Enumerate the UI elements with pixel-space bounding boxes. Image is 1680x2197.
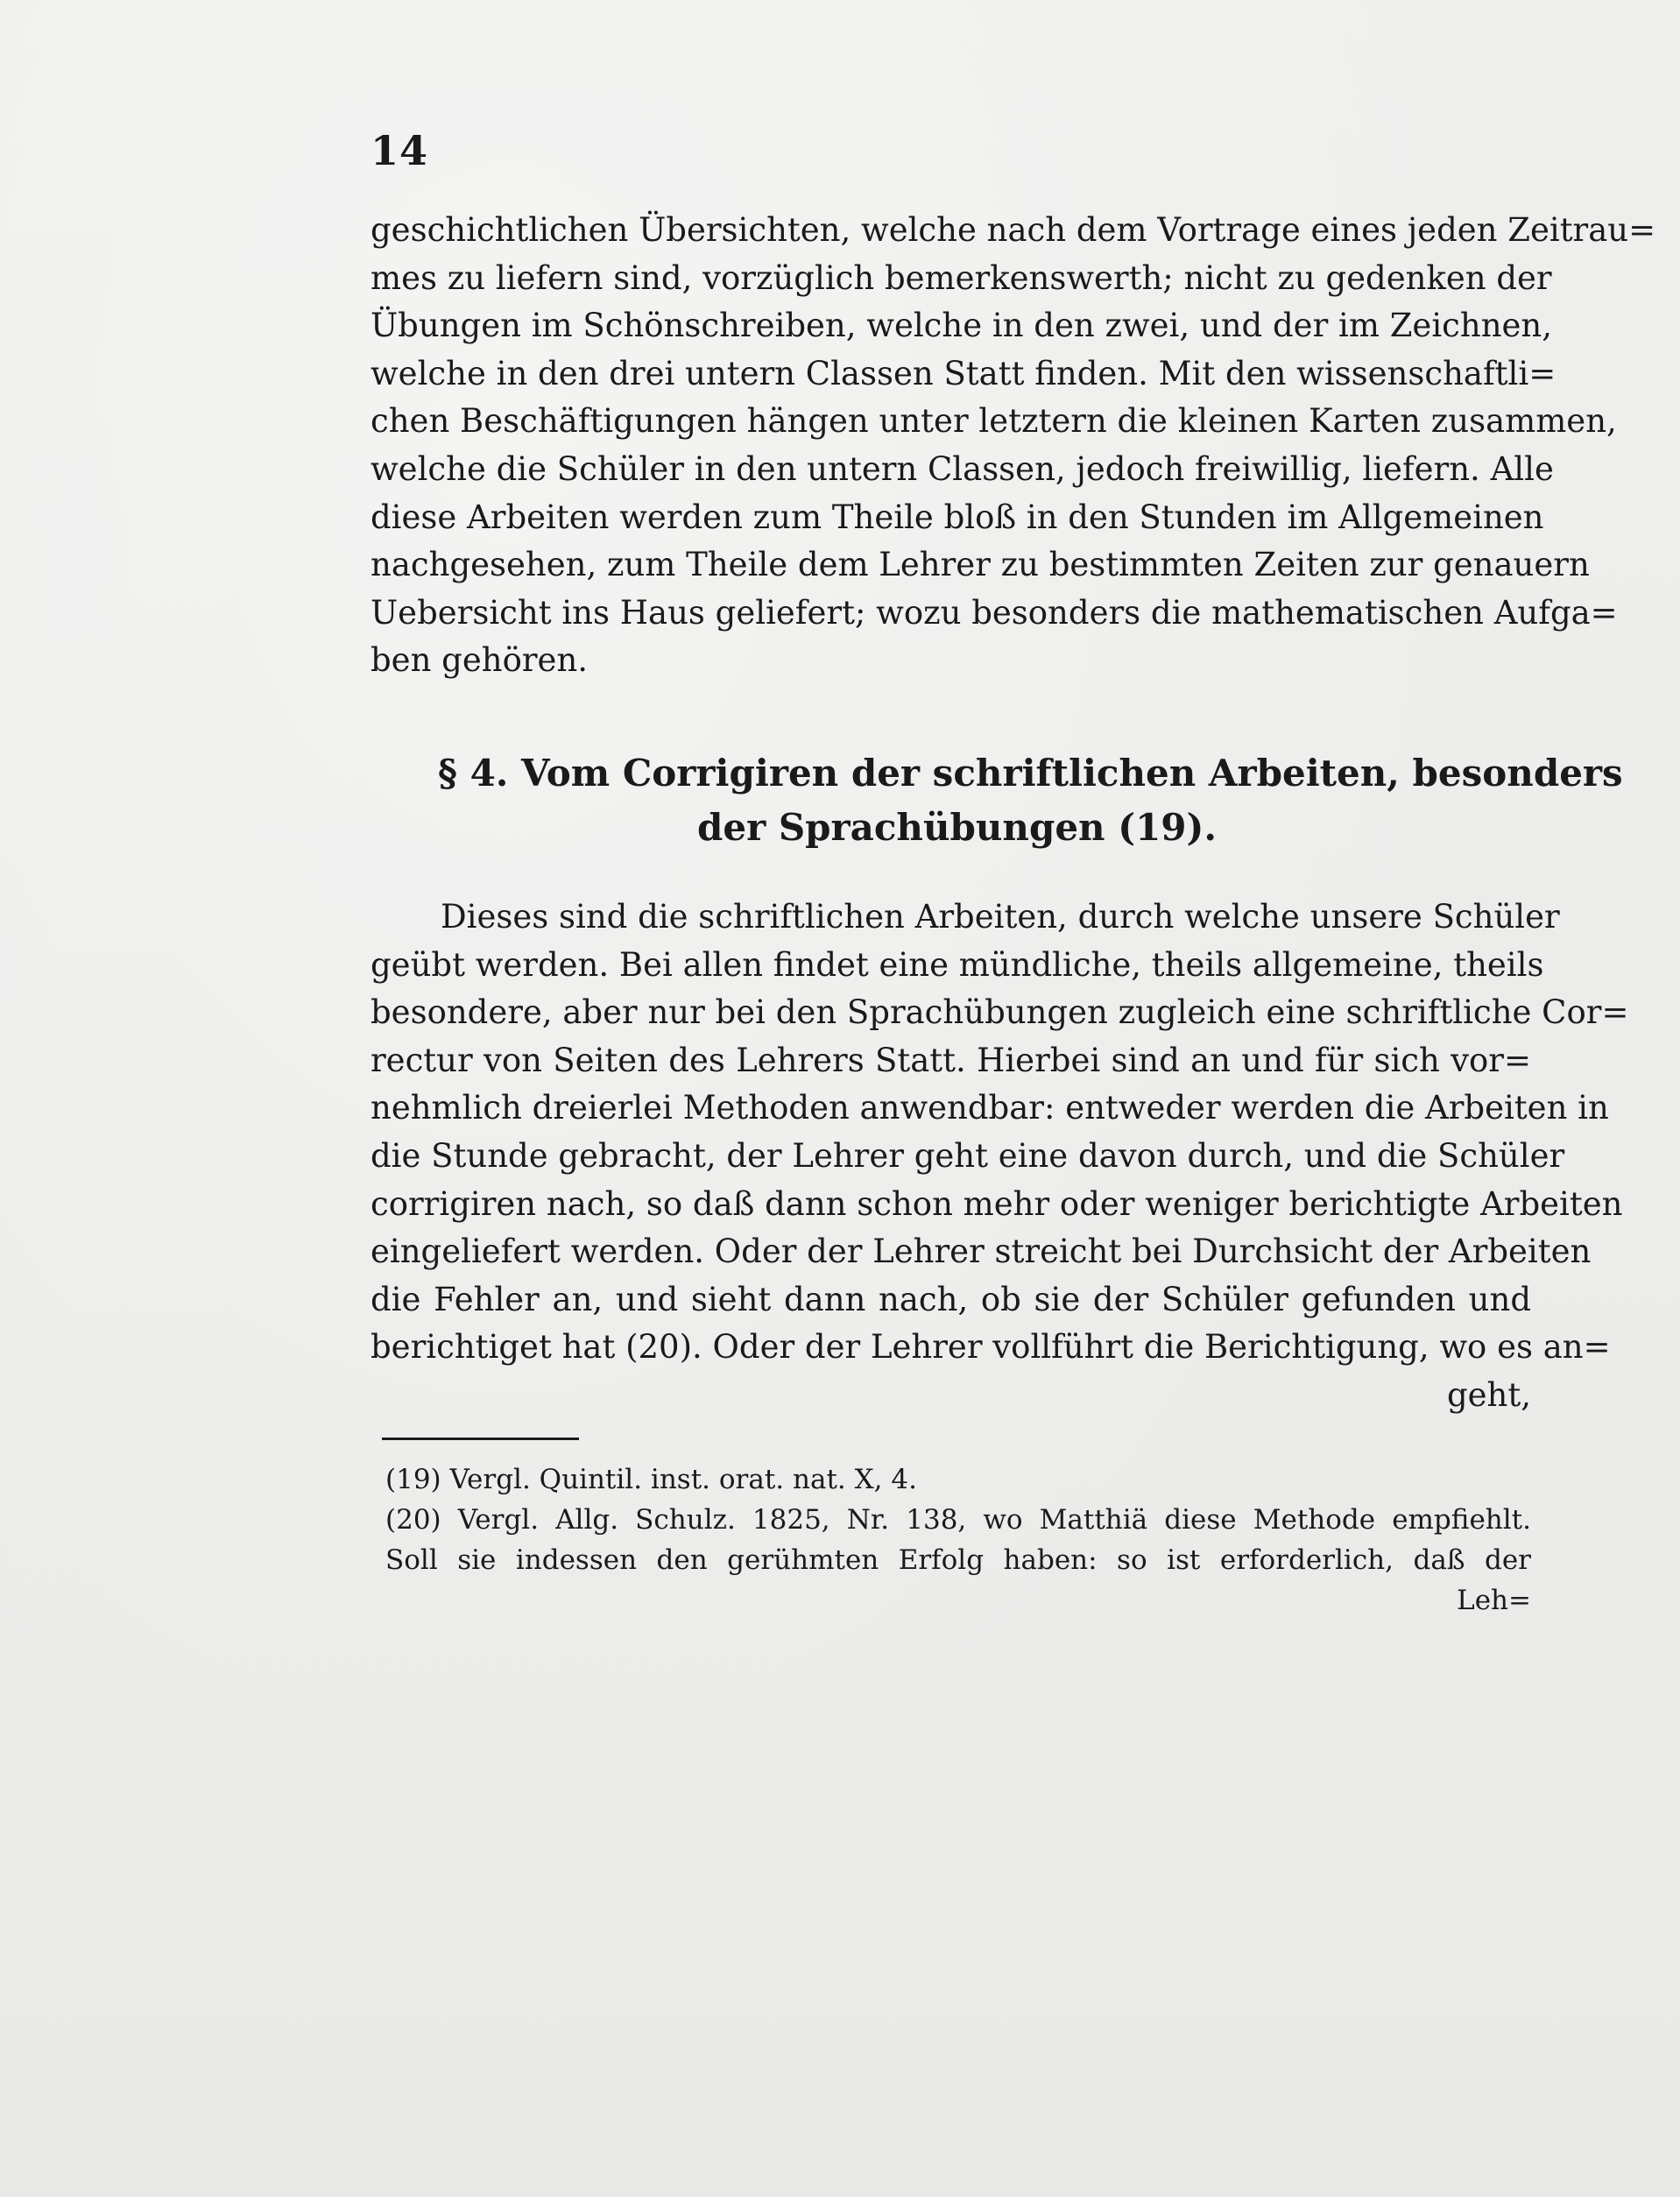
- footnote-20-line-1: (20) Vergl. Allg. Schulz. 1825, Nr. 138, wo Matthiä diese Methode empfiehlt.: [385, 1504, 1531, 1536]
- paragraph-1: [371, 207, 1656, 685]
- paragraph-2: [371, 894, 1629, 1420]
- footnote-catchword: Leh=: [1457, 1585, 1531, 1616]
- footnote-rule: [382, 1438, 579, 1440]
- text-line: die Fehler an, und sieht dann nach, ob sie der Schüler gefunden und: [371, 1280, 1531, 1318]
- section-heading: [438, 746, 1623, 855]
- text-line: diese Arbeiten werden zum Theile bloß in den Stunden im Allgemeinen: [371, 498, 1544, 536]
- section-heading-line-2: der Sprachübungen (19).: [696, 806, 1218, 849]
- text-line: rectur von Seiten des Lehrers Statt. Hierbei sind an und für sich vor=: [371, 1041, 1531, 1079]
- text-line: Übungen im Schönschreiben, welche in den zwei, und der im Zeichnen,: [371, 307, 1553, 345]
- text-line: geschichtlichen Übersichten, welche nach dem Vortrage eines jeden Zeitrau=: [371, 211, 1656, 249]
- text-line: welche in den drei untern Classen Statt finden. Mit den wissenschaftli=: [371, 354, 1556, 392]
- text-line: Dieses sind die schriftlichen Arbeiten, durch welche unsere Schüler: [441, 898, 1560, 936]
- catchword: geht,: [1446, 1375, 1531, 1414]
- text-line: nehmlich dreierlei Methoden anwendbar: entweder werden die Arbeiten in: [371, 1089, 1609, 1127]
- footnotes: [385, 1459, 1531, 1621]
- text-line: mes zu liefern sind, vorzüglich bemerkenswerth; nicht zu gedenken der: [371, 258, 1552, 297]
- text-line: berichtiget hat (20). Oder der Lehrer vollführt die Berichtigung, wo es an=: [371, 1328, 1611, 1367]
- text-line: besondere, aber nur bei den Sprachübungen zugleich eine schriftliche Cor=: [371, 993, 1629, 1032]
- text-line: corrigiren nach, so daß dann schon mehr oder weniger berichtigte Arbeiten: [371, 1184, 1623, 1223]
- text-line: nachgesehen, zum Theile dem Lehrer zu bestimmten Zeiten zur genauern: [371, 546, 1590, 584]
- text-line: Uebersicht ins Haus geliefert; wozu besonders die mathematischen Aufga=: [371, 593, 1618, 632]
- text-line: die Stunde gebracht, der Lehrer geht eine davon durch, und die Schüler: [371, 1136, 1565, 1175]
- footnote-19: (19) Vergl. Quintil. inst. orat. nat. X, 4.: [385, 1464, 917, 1495]
- text-line: geübt werden. Bei allen findet eine mündliche, theils allgemeine, theils: [371, 945, 1544, 984]
- text-line: ben gehören.: [371, 641, 589, 680]
- page-number: 14: [371, 127, 429, 174]
- text-line: chen Beschäftigungen hängen unter letztern die kleinen Karten zusammen,: [371, 402, 1617, 441]
- text-line: welche die Schüler in den untern Classen, jedoch freiwillig, liefern. Alle: [371, 449, 1554, 488]
- text-line: eingeliefert werden. Oder der Lehrer streicht bei Durchsicht der Arbeiten: [371, 1233, 1592, 1271]
- footnote-20-line-2: Soll sie indessen den gerühmten Erfolg haben: so ist erforderlich, daß der: [385, 1544, 1531, 1576]
- section-heading-line-1: § 4. Vom Corrigiren der schriftlichen Arbeiten, besonders: [438, 752, 1623, 795]
